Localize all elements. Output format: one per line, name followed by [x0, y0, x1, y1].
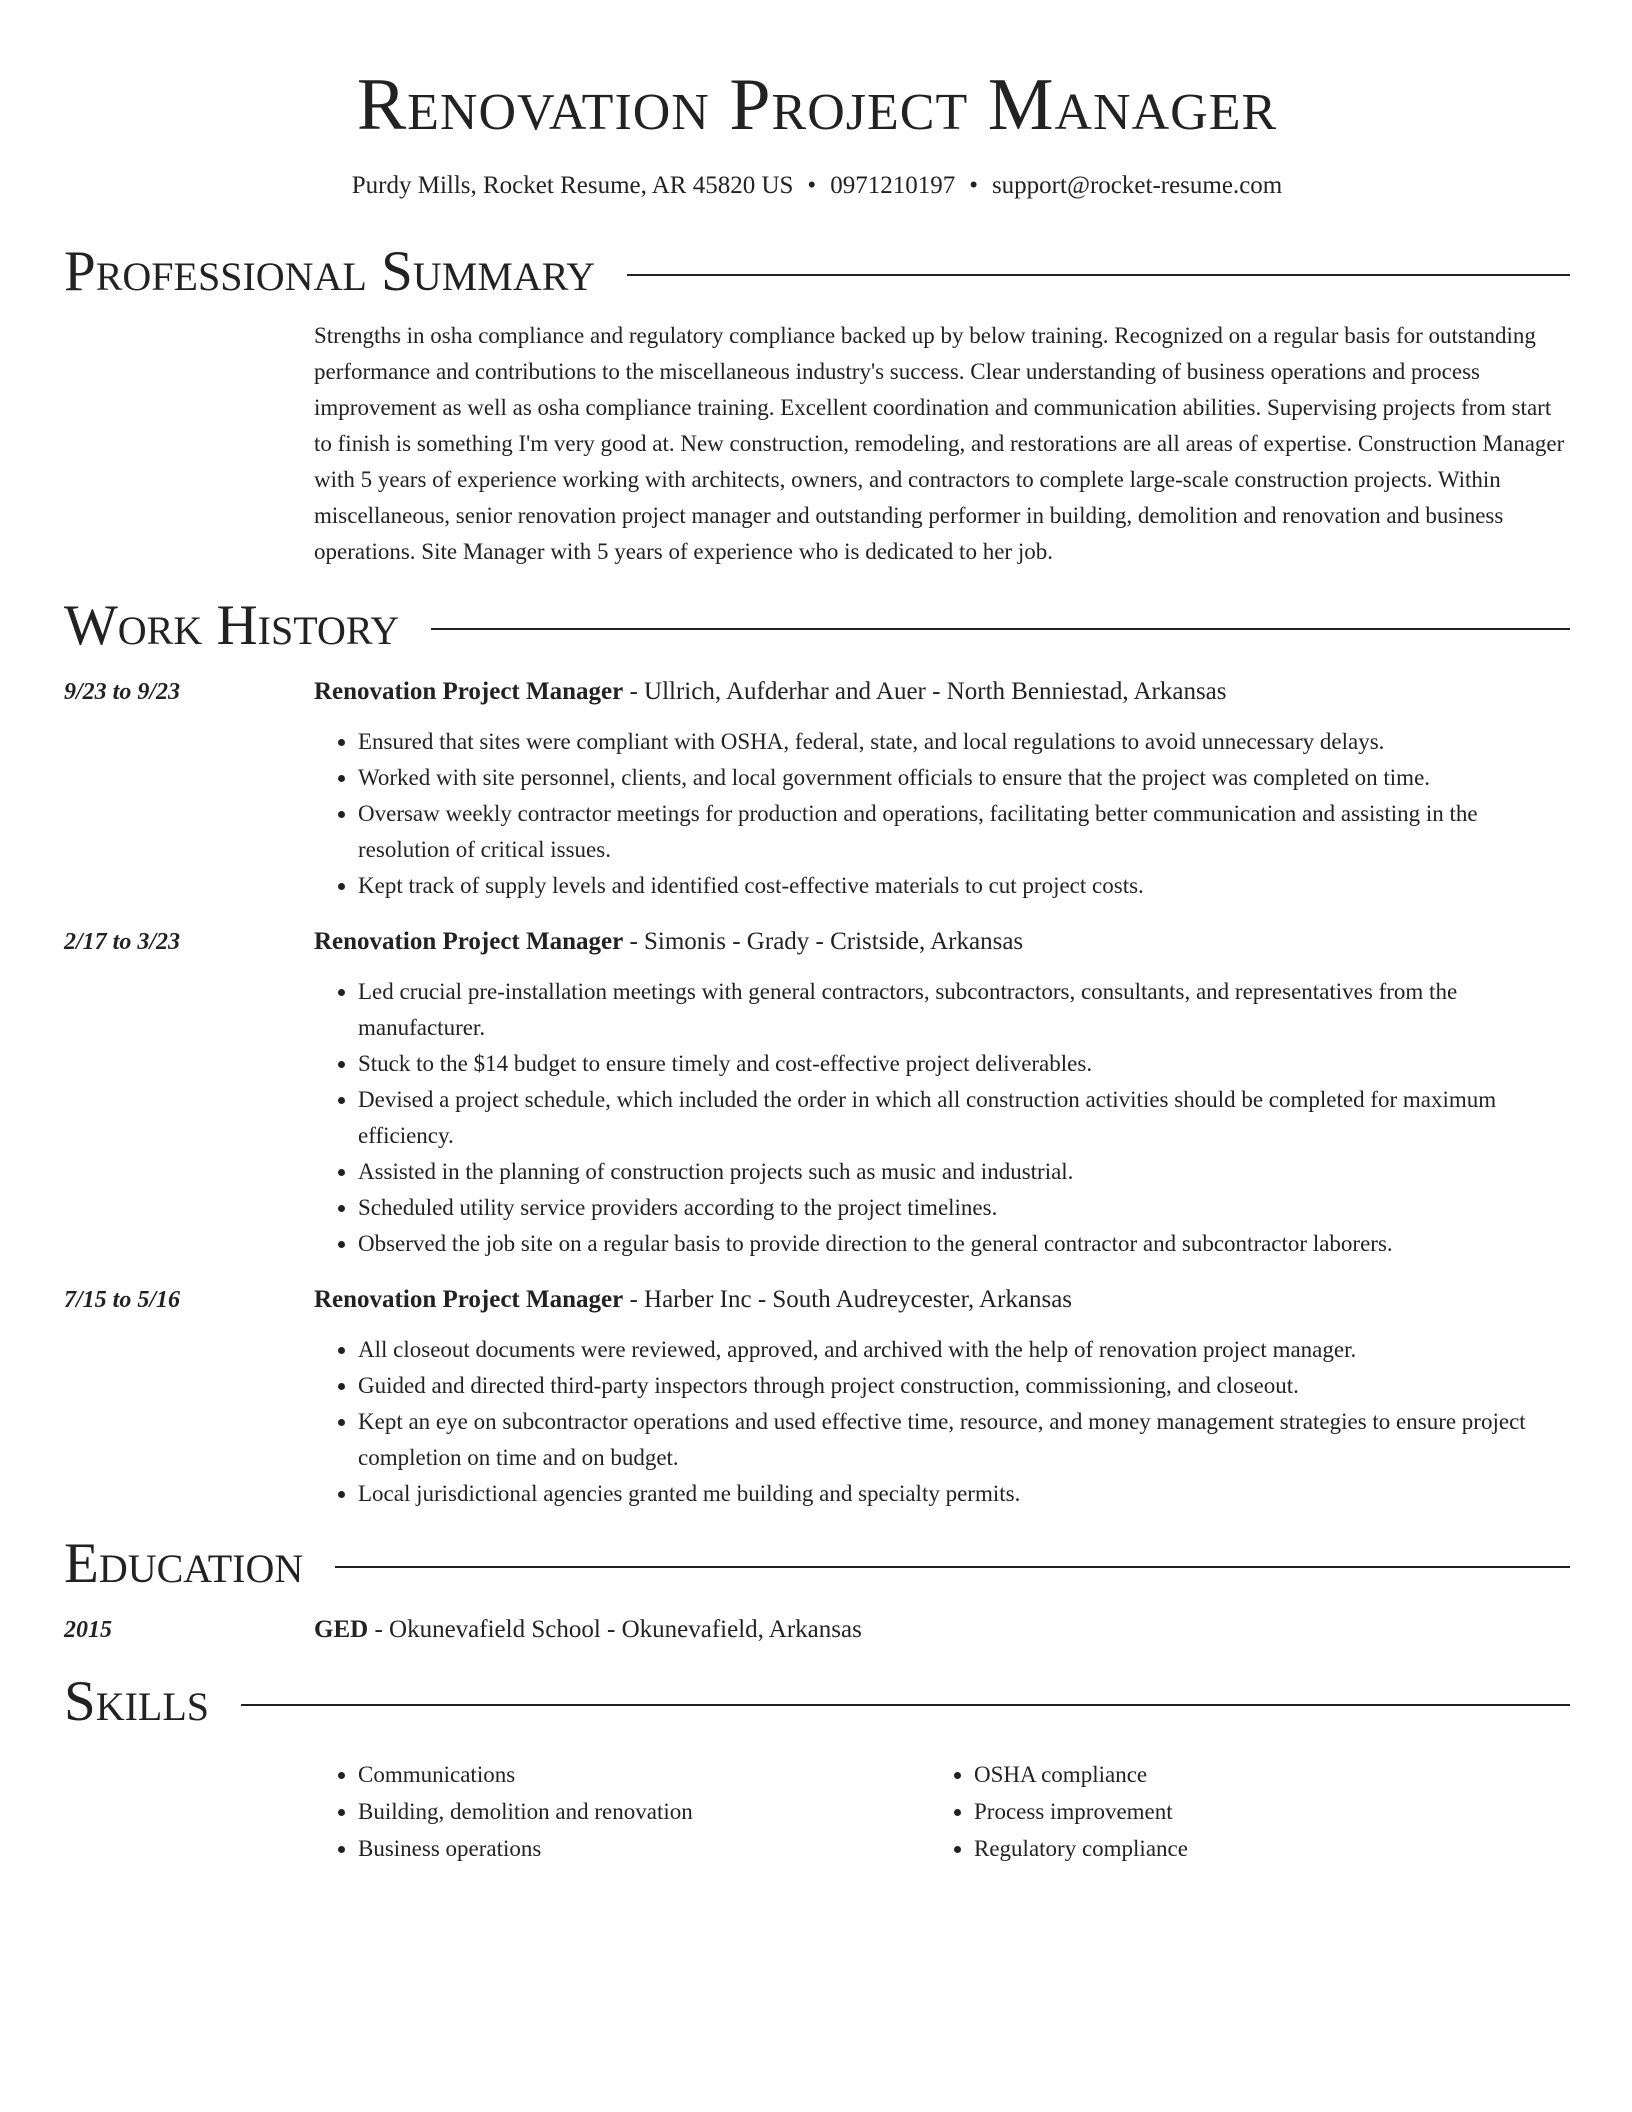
job-bullet: • Led crucial pre-installation meetings with general contractors, subcontractors, consultants, and representatives from the manufacturer.	[358, 974, 1570, 1046]
job-dates: 9/23 to 9/23	[64, 679, 181, 705]
contact-email: support@rocket-resume.com	[991, 172, 1283, 199]
job-entry	[64, 1284, 1570, 1512]
job-bullet: • Stuck to the $14 budget to ensure timely and cost-effective project deliverables.	[358, 1046, 1570, 1082]
job-bullet: • Oversaw weekly contractor meetings for production and operations, facilitating better communication and assisting in the resolution of critical issues.	[358, 796, 1570, 868]
section-divider	[241, 1704, 1570, 1706]
section-divider	[431, 628, 1570, 630]
work-section-title: Work History	[64, 594, 400, 657]
job-employer: - Harber Inc - South Audreycester, Arkansas	[623, 1286, 1073, 1313]
job-employer: - Simonis - Grady - Cristside, Arkansas	[623, 928, 1024, 955]
job-dates: 7/15 to 5/16	[64, 1287, 181, 1313]
job-bullet: • Devised a project schedule, which included the order in which all construction activities should be completed for maximum efficiency.	[358, 1082, 1570, 1154]
contact-separator: •	[807, 172, 817, 199]
job-bullet: • Ensured that sites were compliant with OSHA, federal, state, and local regulations to avoid unnecessary delays.	[358, 724, 1570, 760]
candidate-name: Renovation Project Manager	[356, 64, 1278, 146]
education-school: - Okunevafield School - Okunevafield, Arkansas	[368, 1616, 862, 1643]
education-body	[314, 1614, 1570, 1646]
skill-item: • Regulatory compliance	[974, 1830, 1546, 1867]
education-heading	[314, 1614, 1570, 1646]
education-degree: GED	[314, 1616, 369, 1643]
job-bullet: • All closeout documents were reviewed, approved, and archived with the help of renovation project manager.	[358, 1332, 1570, 1368]
job-title: Renovation Project Manager	[314, 1286, 624, 1313]
summary-section-header	[64, 240, 1570, 304]
section-divider	[335, 1566, 1570, 1568]
job-bullet: • Worked with site personnel, clients, and local government officials to ensure that the project was completed on time.	[358, 760, 1570, 796]
job-bullets	[314, 1332, 1570, 1512]
job-employer: - Ullrich, Aufderhar and Auer - North Benniestad, Arkansas	[623, 678, 1227, 705]
education-year: 2015	[64, 1617, 112, 1643]
summary-section-title: Professional Summary	[64, 240, 596, 303]
contact-phone: 0971210197	[830, 172, 956, 199]
education-section-title: Education	[64, 1532, 304, 1595]
summary-text: Strengths in osha compliance and regulatory compliance backed up by below training. Recognized on a regular basis for outstanding performance and contributions to the miscellaneous industry's success. Clear understanding of business operations and process improvement as well as osha compliance training. Excellent coordination and communication abilities. Supervising projects from start to finish is something I'm very good at. New construction, remodeling, and restorations are all areas of expertise. Construction Manager with 5 years of experience working with architects, owners, and contractors to complete large-scale construction projects. Within miscellaneous, senior renovation project manager and outstanding performer in building, demolition and renovation and business operations. Site Manager with 5 years of experience who is dedicated to her job.	[314, 323, 1565, 564]
job-title: Renovation Project Manager	[314, 928, 624, 955]
job-bullet: • Scheduled utility service providers according to the project timelines.	[358, 1190, 1570, 1226]
skill-item: • Process improvement	[974, 1793, 1546, 1830]
skill-item: • Building, demolition and renovation	[358, 1793, 930, 1830]
job-body	[314, 676, 1570, 904]
skill-item: • Communications	[358, 1756, 930, 1793]
job-bullets	[314, 724, 1570, 904]
skill-item: • Business operations	[358, 1830, 930, 1867]
job-dates: 2/17 to 3/23	[64, 929, 181, 955]
job-heading	[314, 926, 1570, 958]
job-bullet: • Observed the job site on a regular basis to provide direction to the general contractor and subcontractor laborers.	[358, 1226, 1570, 1262]
contact-address: Purdy Mills, Rocket Resume, AR 45820 US	[351, 172, 794, 199]
education-section-header	[64, 1532, 1570, 1596]
skills-column-left	[314, 1756, 930, 1867]
section-divider	[627, 274, 1570, 276]
job-entry	[64, 926, 1570, 1262]
resume-page	[64, 0, 1570, 1867]
job-bullet: • Kept an eye on subcontractor operations and used effective time, resource, and money management strategies to ensure project completion on time and on budget.	[358, 1404, 1570, 1476]
job-heading	[314, 1284, 1570, 1316]
work-section-header	[64, 594, 1570, 658]
job-bullet: • Guided and directed third-party inspectors through project construction, commissioning, and closeout.	[358, 1368, 1570, 1404]
job-bullet: • Assisted in the planning of construction projects such as music and industrial.	[358, 1154, 1570, 1190]
skills-section-header	[64, 1670, 1570, 1734]
job-heading	[314, 676, 1570, 708]
job-bullet: • Local jurisdictional agencies granted me building and specialty permits.	[358, 1476, 1570, 1512]
education-entry	[64, 1614, 1570, 1646]
contact-separator: •	[969, 172, 978, 199]
skills-section-title: Skills	[64, 1670, 210, 1733]
skills-list	[314, 1756, 1570, 1867]
contact-line	[64, 170, 1570, 202]
job-bullets	[314, 974, 1570, 1262]
skill-item: • OSHA compliance	[974, 1756, 1546, 1793]
job-body	[314, 926, 1570, 1262]
skills-column-right	[930, 1756, 1546, 1867]
job-bullet: • Kept track of supply levels and identified cost-effective materials to cut project costs.	[358, 868, 1570, 904]
job-title: Renovation Project Manager	[314, 678, 624, 705]
job-entry	[64, 676, 1570, 904]
job-body	[314, 1284, 1570, 1512]
